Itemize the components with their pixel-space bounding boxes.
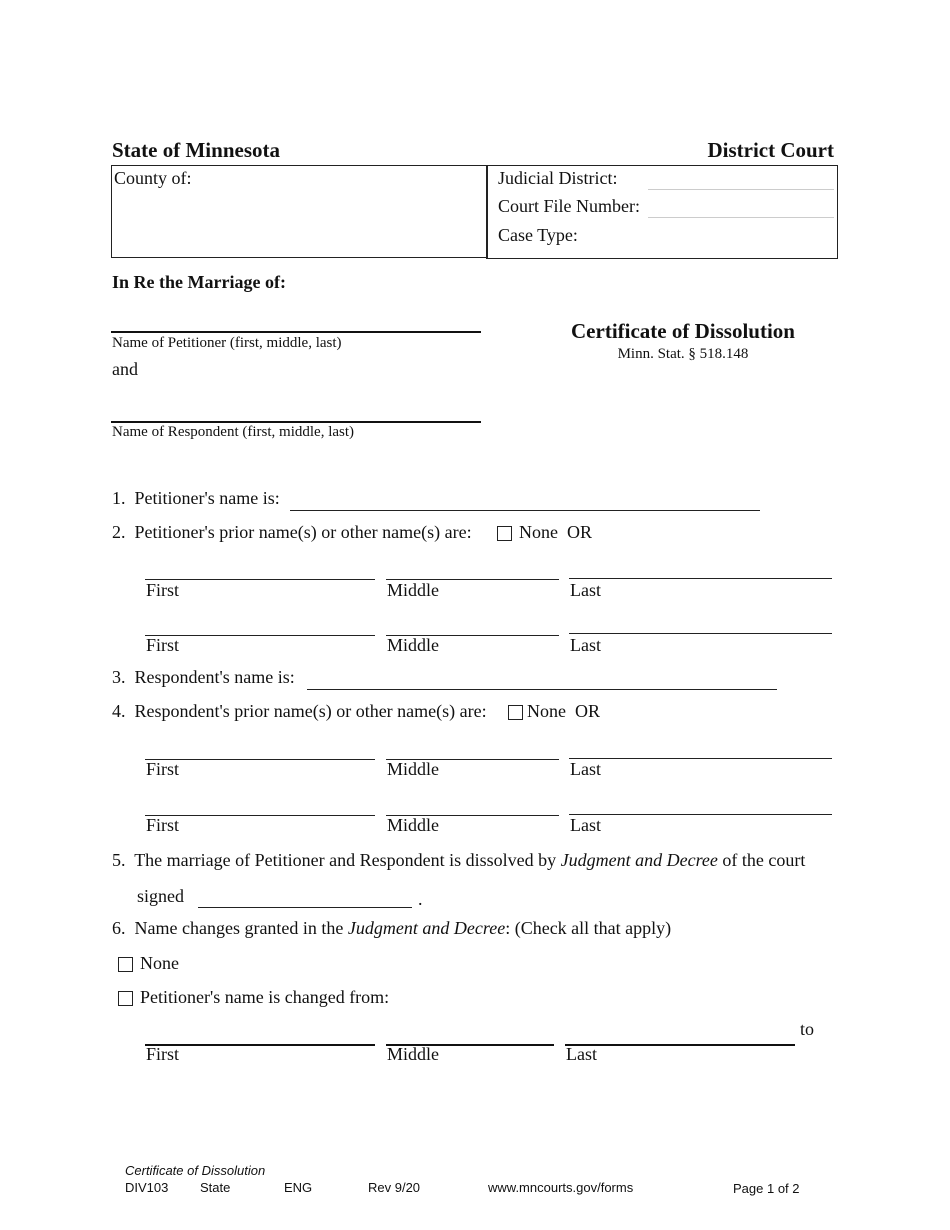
to-label: to [800, 1019, 815, 1039]
signed-period: . [418, 889, 423, 909]
item-4-number: 4. [112, 701, 126, 721]
last-label: Last [570, 635, 601, 655]
changed-from-first-line[interactable] [145, 1044, 375, 1046]
court-file-number-field[interactable] [648, 217, 834, 218]
item-6-emphasis: Judgment and Decree [347, 918, 506, 938]
statute-ref: Minn. Stat. § 518.148 [617, 346, 749, 362]
item-2-none-checkbox[interactable] [497, 526, 512, 541]
first-label: First [146, 759, 180, 779]
in-re-heading: In Re the Marriage of: [112, 272, 286, 292]
petitioner-name-change-checkbox[interactable] [118, 991, 133, 1006]
prior-name-first-line[interactable] [145, 815, 375, 816]
middle-label: Middle [387, 815, 439, 835]
prior-name-first-line[interactable] [145, 759, 375, 760]
changed-from-last-line[interactable] [565, 1044, 795, 1046]
item-3-number: 3. [112, 667, 126, 687]
and-text: and [112, 359, 138, 379]
item-5-number: 5. [112, 850, 126, 870]
item-6-text-a: Name changes granted in the [134, 918, 348, 938]
judicial-district-field[interactable] [648, 189, 834, 190]
footer-page-number: Page 1 of 2 [733, 1181, 800, 1196]
footer-url[interactable]: www.mncourts.gov/forms [488, 1180, 634, 1195]
petitioner-name-line[interactable] [111, 331, 481, 333]
item-2-none-label: None [519, 522, 558, 542]
middle-label: Middle [387, 635, 439, 655]
petitioner-name-field[interactable] [290, 510, 760, 511]
court-file-number-label: Court File Number: [498, 196, 640, 216]
prior-name-first-line[interactable] [145, 635, 375, 636]
prior-name-last-line[interactable] [569, 758, 832, 759]
item-1-text: Petitioner's name is: [134, 488, 280, 508]
middle-label: Middle [387, 580, 439, 600]
signed-label: signed [137, 886, 184, 906]
footer-form-name: Certificate of Dissolution [125, 1163, 266, 1178]
petitioner-name-change-label: Petitioner's name is changed from: [140, 987, 390, 1007]
respondent-name-line[interactable] [111, 421, 481, 423]
footer-level: State [200, 1180, 231, 1195]
first-label: First [146, 1044, 180, 1064]
prior-name-last-line[interactable] [569, 578, 832, 579]
middle-label: Middle [387, 1044, 439, 1064]
prior-name-last-line[interactable] [569, 814, 832, 815]
name-change-none-label: None [140, 953, 179, 973]
item-5-text-b: of the court [717, 850, 806, 870]
item-5-text-a: The marriage of Petitioner and Respondent is dissolved by [134, 850, 561, 870]
last-label: Last [570, 580, 601, 600]
prior-name-last-line[interactable] [569, 633, 832, 634]
item-6-text-b: : (Check all that apply) [505, 918, 672, 938]
item-4-text: Respondent's prior name(s) or other name(s) are: [134, 701, 487, 721]
middle-label: Middle [387, 759, 439, 779]
first-label: First [146, 815, 180, 835]
first-label: First [146, 580, 180, 600]
item-2-text: Petitioner's prior name(s) or other name(s) are: [134, 522, 472, 542]
last-label: Last [566, 1044, 597, 1064]
footer-revision: Rev 9/20 [368, 1180, 421, 1195]
state-heading: State of Minnesota [112, 138, 280, 162]
petitioner-caption: Name of Petitioner (first, middle, last) [112, 335, 342, 351]
respondent-caption: Name of Respondent (first, middle, last) [112, 424, 355, 440]
form-title: Certificate of Dissolution [571, 319, 795, 343]
last-label: Last [570, 759, 601, 779]
item-4-none-checkbox[interactable] [508, 705, 523, 720]
signed-date-field[interactable] [198, 907, 412, 908]
name-change-none-checkbox[interactable] [118, 957, 133, 972]
first-label: First [146, 635, 180, 655]
respondent-name-field[interactable] [307, 689, 777, 690]
footer-language: ENG [284, 1180, 313, 1195]
item-3-text: Respondent's name is: [134, 667, 295, 687]
item-5-emphasis: Judgment and Decree [560, 850, 718, 870]
judicial-district-label: Judicial District: [498, 168, 618, 188]
item-4-or: OR [575, 701, 601, 721]
item-6-number: 6. [112, 918, 126, 938]
item-2-number: 2. [112, 522, 126, 542]
county-label: County of: [114, 168, 192, 188]
case-type-label: Case Type: [498, 225, 578, 245]
footer-form-code: DIV103 [125, 1180, 169, 1195]
prior-name-first-line[interactable] [145, 579, 375, 580]
court-heading: District Court [707, 138, 834, 162]
last-label: Last [570, 815, 601, 835]
item-1-number: 1. [112, 488, 126, 508]
item-4-none-label: None [527, 701, 566, 721]
item-2-or: OR [567, 522, 593, 542]
